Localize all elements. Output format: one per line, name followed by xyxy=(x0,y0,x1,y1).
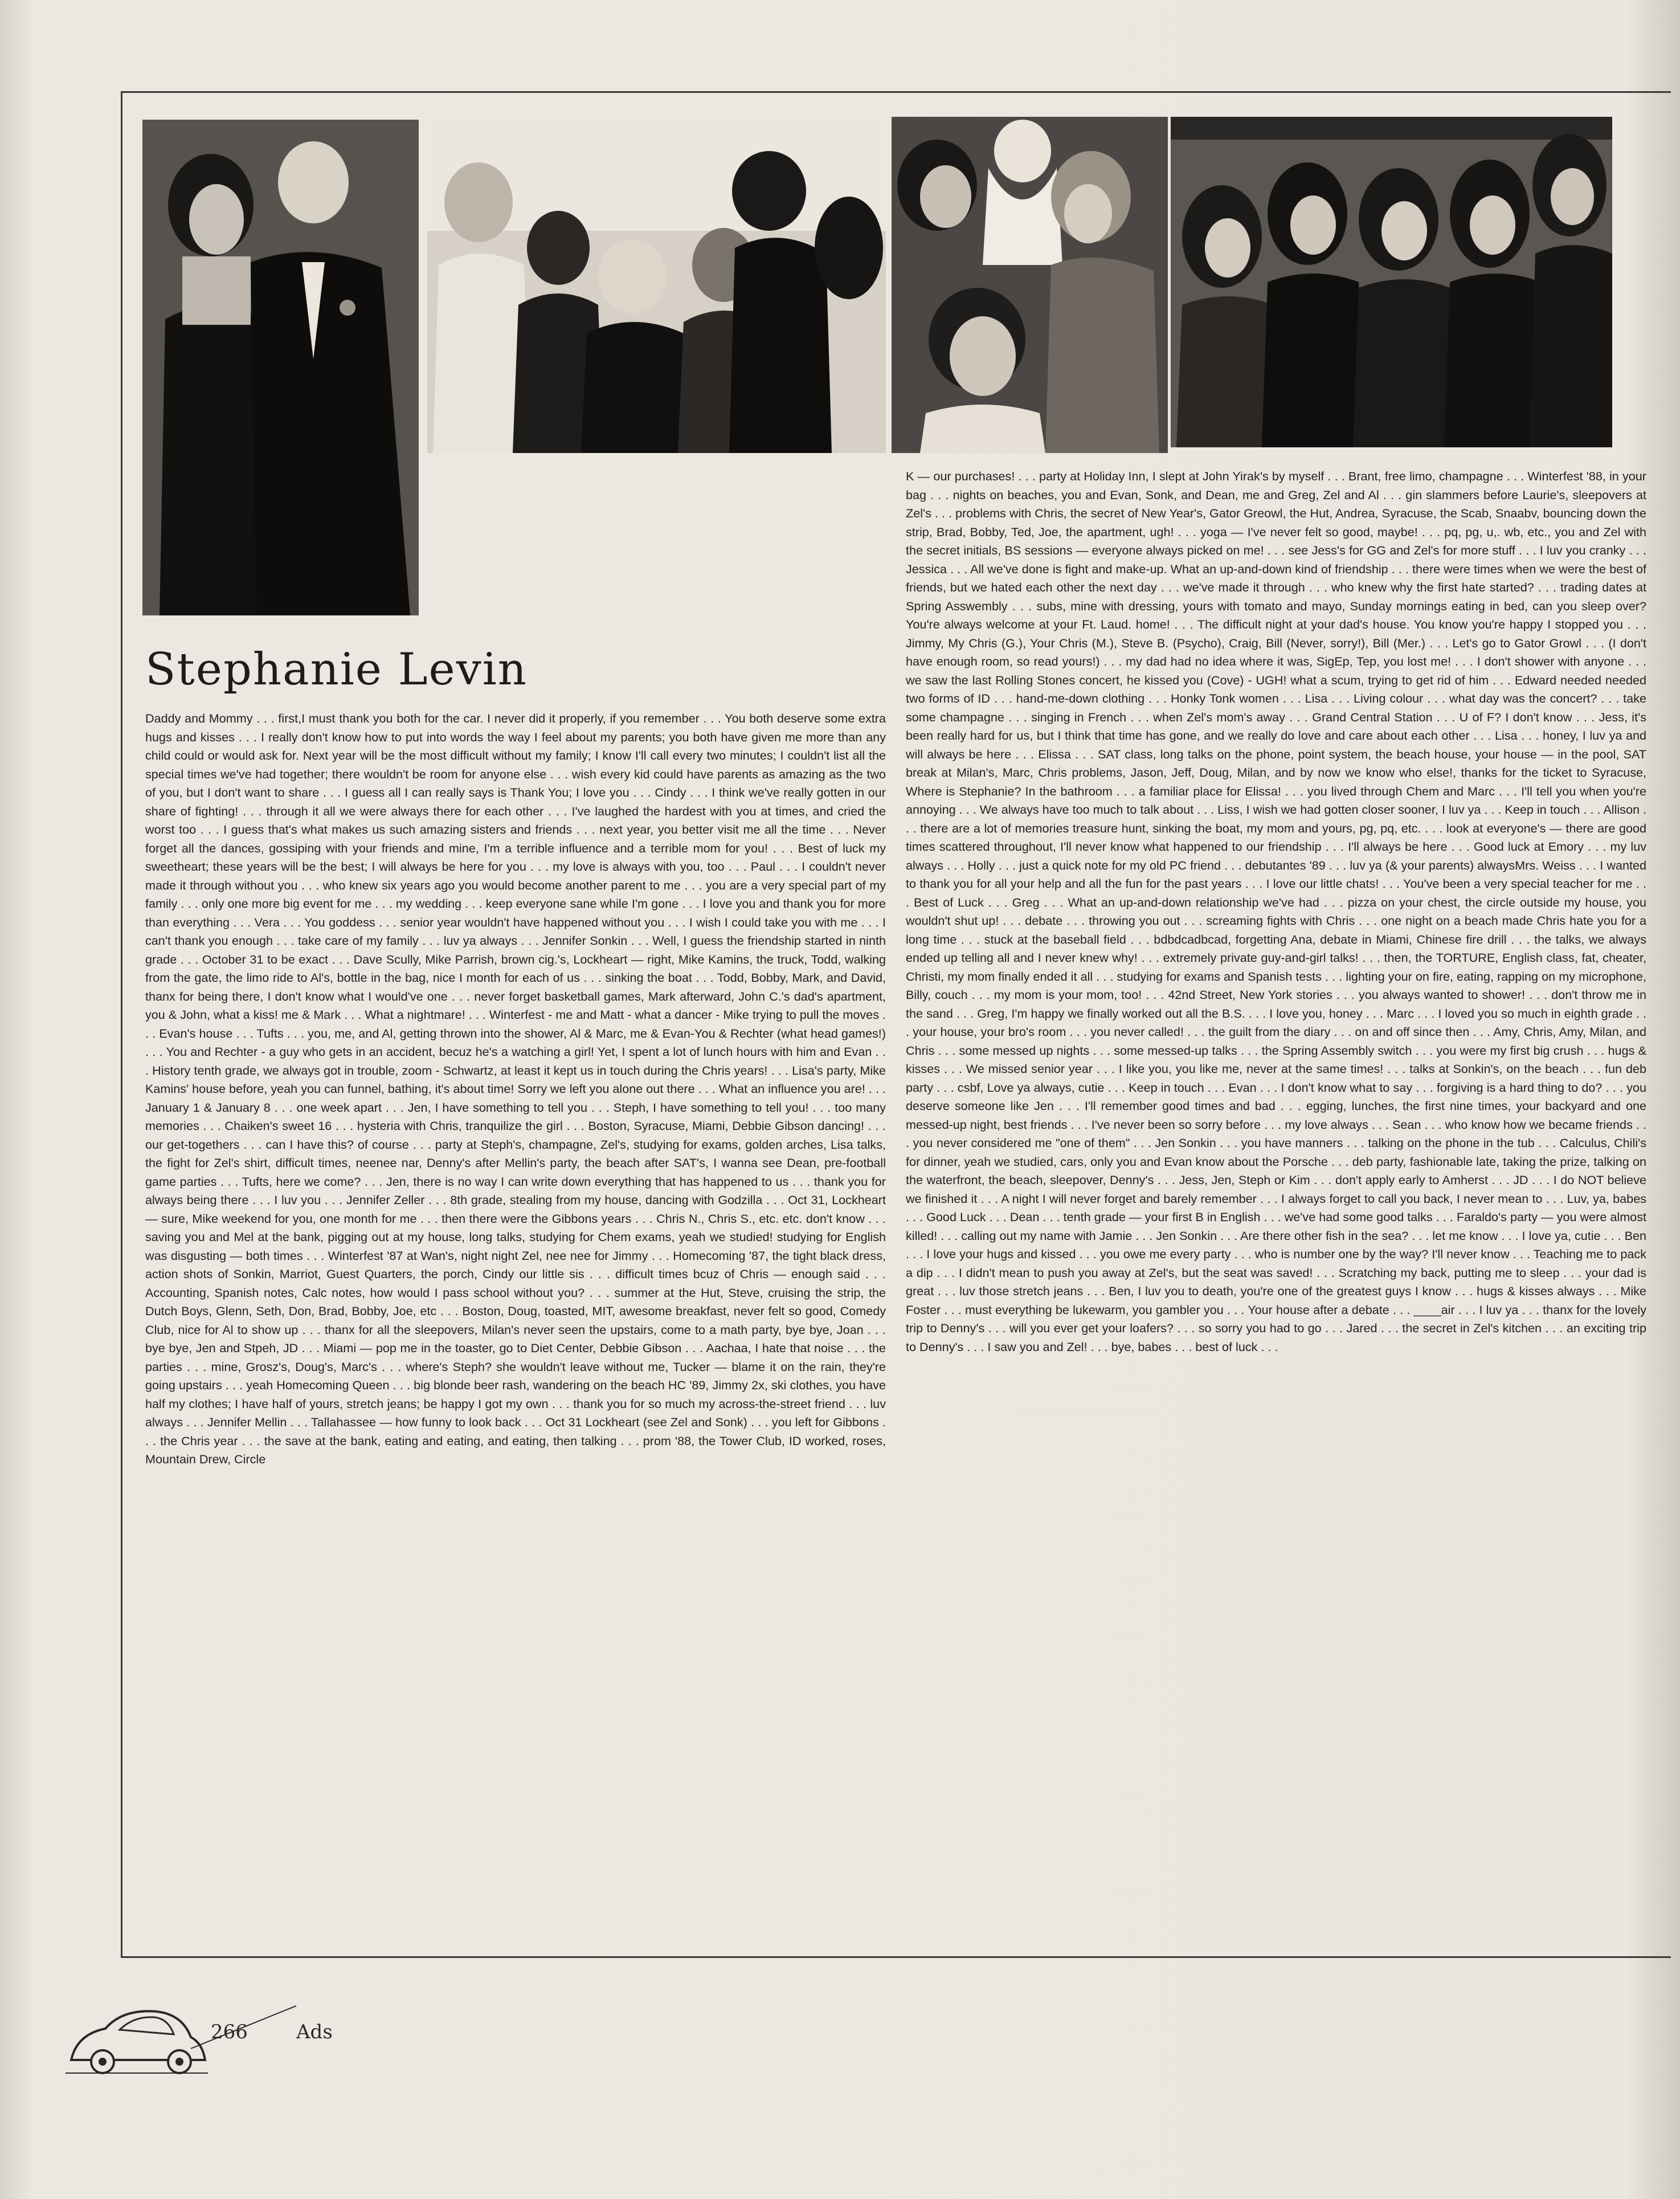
couple-photo-icon xyxy=(142,120,419,615)
message-text-right: K — our purchases! . . . party at Holiday Inn, I slept at John Yirak's by myself . . . Brant, free limo, champagne . . . Winterfest '88, in your bag . . . nights on beaches, you and Evan, Sonk, and Dean, me and Greg, Zel and Al . . . gin slammers before Laurie's, sleepovers at Zel's . . . problems with Chris, the secret of New Year's, Gator Greowl, the Hut, Andrea, Syracuse, the Scab, Snaabv, bouncing down the strip, Brad, Bobby, Ted, Joe, the apartment, ugh! . . . yoga — I've never felt so good, maybe! . . . pq, pg, u,. wb, etc., you and Zel with the secret initials, BS sessions — everyone always picked on me! . . . see Jess's for GG and Zel's for more stuff . . . I luv you cranky . . . Jessica . . . All we've done is fight and make-up. What an up-and-down kind of friendship . . . there were times when we were the best of friends, but we hated each other the next day . . . we've made it through . . . who knew why the first hate started? . . . trading dates at Spring Asswembly . . . subs, mine with dressing, yours with tomato and mayo, Sunday mornings eating in bed, can you sleep over? You're always welcome at your Ft. Laud. home! . . . The difficult night at your dad's house. You know you're happy I stopped you . . . Jimmy, My Chris (G.), Your Chris (M.), Steve B. (Psycho), Craig, Bill (Never, sorry!), Bill (Mer.) . . . Let's go to Gator Growl . . . (I don't have enough room, so read yours!) . . . my dad had no idea where it was, SigEp, Tep, you lost me! . . . I don't shower with anyone . . . we saw the last Rolling Stones concert, he kissed you (Cove) - UGH! what a scum, trying to get rid of him . . . Edward needed needed two forms of ID . . . hand-me-down clothing . . . Honky Tonk women . . . Lisa . . . Living colour . . . what day was the concert? . . . take some champagne . . . singing in French . . . when Zel's mom's away . . . Grand Central Station . . . U of F? I don't know . . . Jess, it's been really hard for us, but I think that time has gone, and we really do love and care about each other . . . Lisa . . . honey, I luv ya and will always be here . . . Elissa . . . SAT class, long talks on the phone, point system, the beach house, your house — in the pool, SAT break at Milan's, Marc, Chris problems, Jason, Jeff, Doug, Milan, and by now we know who else!, thanks for the ticket to Syracuse, Where is Stephanie? In the bathroom . . . a familiar place for Elissa! . . . you lived through Chem and Marc . . . I'll tell you when you're annoying . . . We always have too much to talk about . . . Liss, I wish we had gotten closer sooner, I luv ya . . . Keep in touch . . . Allison . . . there are a lot of memories treasure hunt, sinking the boat, my mom and yours, pg, pq, etc. . . . look at everyone's — there are good times scattered throughout, I'll never know what happened to our friendship . . . I'll always be here . . . Good luck at Emory . . . my luv always . . . Holly . . . just a quick note for my old PC friend . . . debutantes '89 . . . luv ya (& your parents) alwaysMrs. Weiss . . . I wanted to thank you for all your help and all the fun for the past years . . . I love our little chats! . . . You've been a very special teacher for me . . . Best of Luck . . . Greg . . . What an up-and-down relationship we've had . . . pizza on your chest, the circle outside my house, you wouldn't shut up! . . . debate . . . throwing you out . . . screaming fights with Chris . . . one night on a beach made Chris hate you for a long time . . . stuck at the baseball field . . . bdbdcadbcad, forgetting Ana, debate in Miami, Chinese fire drill . . . the talks, we always ended up telling all and I never knew why! . . . extremely private guy-and-girl talks! . . . then, the TORTURE, English class, fat, cheater, Christi, my mom finally ended it all . . . studying for exams and Spanish tests . . . lighting your on fire, eating, rapping on my microphone, Billy, couch . . . my mom is your mom, too! . . . 42nd Street, New York stories . . . you always wanted to shower! . . . don't throw me in the sand . . . Greg, I'm happy we finally worked out all the B.S. . . . I love you, honey . . . Marc . . . I loved you so much in eighth grade . . . your house, your bro's room . . . you never called! . . . the guilt from the diary . . . on and off since then . . . Amy, Chris, Amy, Milan, and Chris . . . some messed up nights . . . some messed-up talks . . . the Spring Assembly switch . . . you were my first big crush . . . hugs & kisses . . . We missed senior year . . . I like you, you like me, never at the same times! . . . talks at Sonkin's, on the beach . . . fun deb party . . . csbf, Love ya always, cutie . . . Keep in touch . . . Evan . . . I don't know what to say . . . forgiving is a hard thing to do? . . . you deserve someone like Jen . . . I'll remember good times and bad . . . egging, lunches, the first nine times, your backyard and one messed-up night, best friends . . . I've never been so sorry before . . . my love always . . . Sean . . . who know how we became friends . . . you never considered me "one of them" . . . Jen Sonkin . . . you have manners . . . talking on the phone in the tub . . . Calculus, Chili's for dinner, yeah we studied, cars, only you and Evan know about the Porsche . . . deb party, fashionable late, taking the prize, talking on the waterfront, the beach, sleepover, Denny's . . . Jess, Jen, Steph or Kim . . . don't apply early to Amherst . . . JD . . . I do NOT believe we finished it . . . A night I will never forget and barely remember . . . I always forget to call you back, I never mean to . . . Luv, ya, babes . . . Good Luck . . . Dean . . . tenth grade — your first B in English . . . we've had some good talks . . . Faraldo's party — you were almost killed! . . . calling out my name with Jamie . . . Jen Sonkin . . . Are there other fish in the sea? . . . let me know . . . I love ya, cutie . . . Ben . . . I love your hugs and kissed . . . you owe me every party . . . who is number one by the way? I'll never know . . . Teaching me to pack a dip . . . I didn't mean to push you away at Zel's, but the seat was saved! . . . Scratching my back, putting me to sleep . . . your dad is great . . . luv those stretch jeans . . . Ben, I luv you to death, you're one of the greatest guys I know . . . hugs & kisses always . . . Mike Foster . . . must everything be lukewarm, you gambler you . . . Your house after a debate . . . ____air . . . I luv ya . . . thanx for the lovely trip to Denny's . . . will you ever get your loafers? . . . so sorry you had to go . . . Jared . . . the secret in Zel's kitchen . . . an exciting trip to Denny's . . . I saw you and Zel! . . . bye, babes . . . best of luck . . . xyxy=(906,469,1646,1354)
photo-group-party xyxy=(427,117,886,453)
page-title: Stephanie Levin xyxy=(145,644,528,695)
section-label: Ads xyxy=(296,2021,333,2043)
car-icon xyxy=(60,1994,299,2074)
photo-friends-group xyxy=(1171,117,1612,447)
message-text-left: Daddy and Mommy . . . first,I must thank you both for the car. I never did it properly, if you remember . . . You both deserve some extra hugs and kisses . . . I really don't know how to put into words the way I feel about my parents; you both have given me more than any child could or would ask for. Next year will be the most difficult without my family; I know I'll call every two minutes; I couldn't list all the special times we've had together; there wouldn't be room for anyone else . . . wish every kid could have parents as amazing as the two of you, but I don't want to share . . . I guess all I can really says is Thank You; I love you . . . Cindy . . . I think we've really gotten in our share of fighting! . . . through it all we were always there for each other . . . I've laughed the hardest with you at times, and cried the worst too . . . I guess that's what makes us such amazing sisters and friends . . . next year, you better visit me all the time . . . Never forget all the dances, gossiping with your friends and mine, I'm a terrible influence and a terrible mom for you! . . . Best of luck my sweetheart; these years will be the best; I will always be here for you . . . my love is always with you, too . . . Paul . . . I couldn't never made it through without you . . . who knew six years ago you would become another parent to me . . . you are a very special part of my family . . . only one more big event for me . . . my wedding . . . keep everyone sane while I'm gone . . . I love you and thank you for more than everything . . . Vera . . . You goddess . . . senior year wouldn't have happened without you . . . I wish I could take you with me . . . I can't thank you enough . . . take care of my family . . . luv ya always . . . Jennifer Sonkin . . . Well, I guess the friendship started in ninth grade . . . October 31 to be exact . . . Dave Scully, Mike Parrish, brown cig.'s, Lockheart — right, Mike Kamins, the truck, Todd, walking from the gate, the limo ride to Al's, bottle in the bag, nice I month for each of us . . . sinking the boat . . . Todd, Bobby, Mark, and David, thanx for being there, I don't know what I would've one . . . never forget basketball games, Mark afterward, John C.'s dad's apartment, you & John, what a kiss! me & Mark . . . What a nightmare! . . . Winterfest - me and Matt - what a dancer - Mike trying to pull the moves . . . Evan's house . . . Tufts . . . you, me, and Al, getting thrown into the shower, Al & Marc, me & Evan-You & Rechter (what head games!) . . . You and Rechter - a guy who gets in an accident, becuz he's a watching a girl! Yet, I spent a lot of lunch hours with him and Evan . . . History tenth grade, we always got in trouble, zoom - Schwartz, at least it kept us in touch during the Chris years! . . . Lisa's party, Mike Kamins' house before, yeah you can funnel, bathing, it's about time! Sorry we left you alone out there . . . What an influence you are! . . . January 1 & January 8 . . . one week apart . . . Jen, I have something to tell you . . . Steph, I have something to tell you! . . . too many memories . . . Chaiken's sweet 16 . . . hysteria with Chris, tranquilize the girl . . . Boston, Syracuse, Miami, Debbie Gibson dancing! . . . our get-togethers . . . can I have this? of course . . . party at Steph's, champagne, Zel's, studying for exams, golden arches, Lisa talks, the fight for Zel's shirt, difficult times, neenee nar, Denny's after Mellin's party, the beach after SAT's, I wanna see Dean, pre-football game parties . . . Tufts, here we come? . . . Jen, there is no way I can write down everything that has happened to us . . . thank you for always being there . . . I luv you . . . Jennifer Zeller . . . 8th grade, stealing from my house, dancing with Godzilla . . . Oct 31, Lockheart — sure, Mike weekend for you, one month for me . . . then there were the Gibbons years . . . Chris N., Chris S., etc. etc. don't know . . . saving you and Mel at the bank, pigging out at my house, long talks, studying for Chem exams, yeah we studied! studying for English was disgusting — both times . . . Winterfest '87 at Wan's, night night Zel, nee nee for Jimmy . . . Homecoming '87, the tight black dress, action shots of Sonkin, Marriot, Guest Quarters, the porch, Cindy our little sis . . . difficult times bcuz of Chris — enough said . . . Accounting, Spanish notes, Calc notes, how would I pass school without you? . . . summer at the Hut, Steve, cruising the strip, the Dutch Boys, Glenn, Seth, Don, Brad, Bobby, Joe, etc . . . Boston, Doug, toasted, MIT, awesome breakfast, never felt so good, Comedy Club, nice for Al to show up . . . thanx for all the sleepovers, Milan's never seen the upstairs, come to a math party, bye bye, Joan . . . bye bye, Jen and Stpeh, JD . . . Miami — pop me in the toaster, go to Diet Center, Debbie Gibson . . . Aachaa, I hate that noise . . . the parties . . . mine, Grosz's, Doug's, Marc's . . . where's Steph? she wouldn't leave without me, Tucker — blame it on the rain, they're going upstairs . . . yeah Homecoming Queen . . . big blonde beer rash, wandering on the beach HC '89, Jimmy 2x, ski clothes, you have half my clothes; I have half of yours, stretch jeans; be happy I got my own . . . thank you for so much my across-the-street friend . . . luv always . . . Jennifer Mellin . . . Tallahassee — how funny to look back . . . Oct 31 Lockheart (see Zel and Sonk) . . . you left for Gibbons . . . the Chris year . . . the save at the bank, eating and eating, and eating, then talking . . . prom '88, the Tower Club, ID worked, roses, Mountain Drew, Circle xyxy=(145,711,886,1466)
group-photo-icon xyxy=(427,117,886,453)
photo-santa xyxy=(892,117,1168,453)
friends-photo-icon xyxy=(1171,117,1612,447)
message-column-right xyxy=(906,467,1646,1955)
photo-couple-formal xyxy=(142,120,419,615)
message-column-left xyxy=(145,709,886,1952)
santa-photo-icon xyxy=(892,117,1168,453)
page-number: 266 xyxy=(211,2021,248,2043)
